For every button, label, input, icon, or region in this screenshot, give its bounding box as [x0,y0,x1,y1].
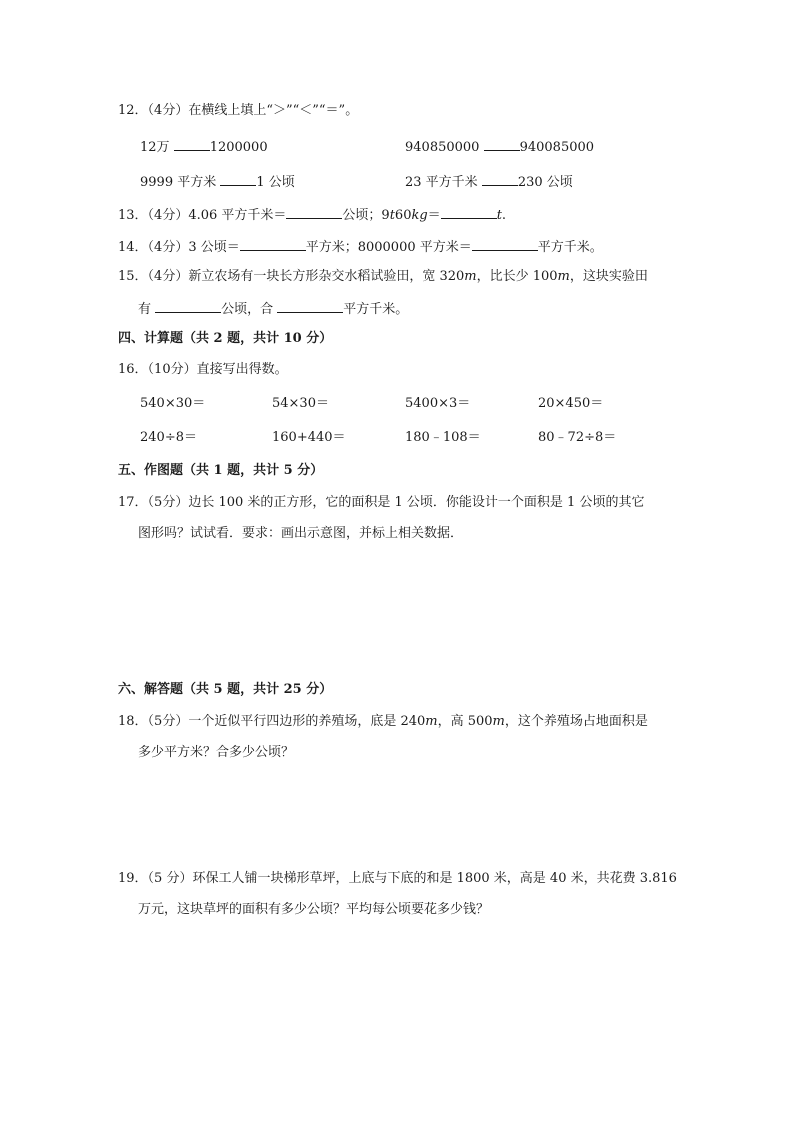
q12-item-1-left: 12万 [140,140,170,155]
q16-stem: 16．（10分）直接写出得数。 [118,362,288,377]
q19-line2: 万元，这块草坪的面积有多少公顷？平均每公顷要花多少钱？ [138,902,490,917]
q12-blank-3[interactable] [220,172,256,186]
q12-item-1-right: 1200000 [209,140,268,155]
q13-kg: kg [411,208,428,223]
q16-row2-col4: 80﹣72÷8＝ [538,430,617,445]
q18-line1-b: ，高 500 [437,714,493,729]
q17-line2: 图形吗？试试看．要求：画出示意图，并标上相关数据． [138,526,464,541]
q13-blank-2[interactable] [441,205,497,219]
q13-t-letter: t [389,208,395,223]
q16-row2-col2: 160+440＝ [272,430,346,445]
q16-row1-col1: 540×30＝ [140,396,206,411]
section-6-heading: 六、解答题（共 5 题，共计 25 分） [118,682,333,697]
section-5-heading: 五、作图题（共 1 题，共计 5 分） [118,463,324,478]
q15-line2-c: 平方千米。 [343,302,409,317]
q14-blank-2[interactable] [472,237,538,251]
q16-row1-col3: 5400×3＝ [405,396,471,411]
q17-line1: 17．（5分）边长 100 米的正方形，它的面积是 1 公顷．你能设计一个面积是 1 公顷的其它 [118,495,645,510]
q18-m-2: m [492,714,505,729]
q12-item-4-right: 230 公顷 [517,175,573,190]
q13 [118,205,506,225]
q13-unit: t [496,208,502,223]
q13-eq: ＝ [427,208,441,223]
q18-line2: 多少平方米？合多少公顷？ [138,745,295,760]
q15-m-2: m [557,269,570,284]
q12-blank-4[interactable] [482,172,518,186]
q14-prefix: 14．（4分）3 公顷＝ [118,240,240,255]
q15-line2-a: 有 [138,302,156,317]
q12-item-4 [405,172,573,192]
q15-line2-b: 公顷，合 [221,302,278,317]
q16-row1-col4: 20×450＝ [538,396,604,411]
q18-line1 [118,713,648,731]
q15-line1-b: ，比长少 100 [476,269,558,284]
q13-prefix: 13．（4分）4.06 平方千米＝ [118,208,287,223]
q12-item-4-left: 23 平方千米 [405,175,478,190]
q15-m-1: m [464,269,477,284]
q14 [118,237,603,257]
q14-end: 平方千米。 [537,240,603,255]
q12-item-3 [140,172,295,192]
q13-blank-1[interactable] [286,205,342,219]
q12-stem: 12．（4分）在横线上填上“＞”“＜”“＝”。 [118,103,359,118]
q18-line1-a: 18．（5分）一个近似平行四边形的养殖场，底是 240 [118,714,426,729]
q12-item-2 [405,137,594,157]
q15-line1-a: 15．（4分）新立农场有一块长方形杂交水稻试验田，宽 320 [118,269,465,284]
q13-sixty: 60 [394,208,412,223]
q15-blank-1[interactable] [155,299,221,313]
q16-row2-col3: 180﹣108＝ [405,430,481,445]
q18-line1-c: ，这个养殖场占地面积是 [504,714,648,729]
q12-item-2-right: 940085000 [519,140,595,155]
q16-row1-col2: 54×30＝ [272,396,329,411]
q12-blank-1[interactable] [174,137,210,151]
q18-m-1: m [425,714,438,729]
q12-item-1 [140,137,268,157]
q13-end: . [501,208,507,223]
q12-item-3-left: 9999 平方米 [140,175,217,190]
section-4-heading: 四、计算题（共 2 题，共计 10 分） [118,331,333,346]
q14-mid: 平方米；8000000 平方米＝ [305,240,472,255]
q16-row2-col1: 240÷8＝ [140,430,197,445]
q14-blank-1[interactable] [240,237,306,251]
q19-line1: 19．（5 分）环保工人铺一块梯形草坪，上底与下底的和是 1800 米，高是 40 米，共花费 3.816 [118,871,677,886]
q12-blank-2[interactable] [484,137,520,151]
q12-item-2-left: 940850000 [405,140,480,155]
q15-line1 [118,268,648,286]
q13-mid: 公顷；9 [342,208,390,223]
q12-item-3-right: 1 公顷 [256,175,295,190]
q15-line2 [138,299,408,319]
q15-line1-c: ，这块实验田 [569,269,648,284]
q15-blank-2[interactable] [277,299,343,313]
